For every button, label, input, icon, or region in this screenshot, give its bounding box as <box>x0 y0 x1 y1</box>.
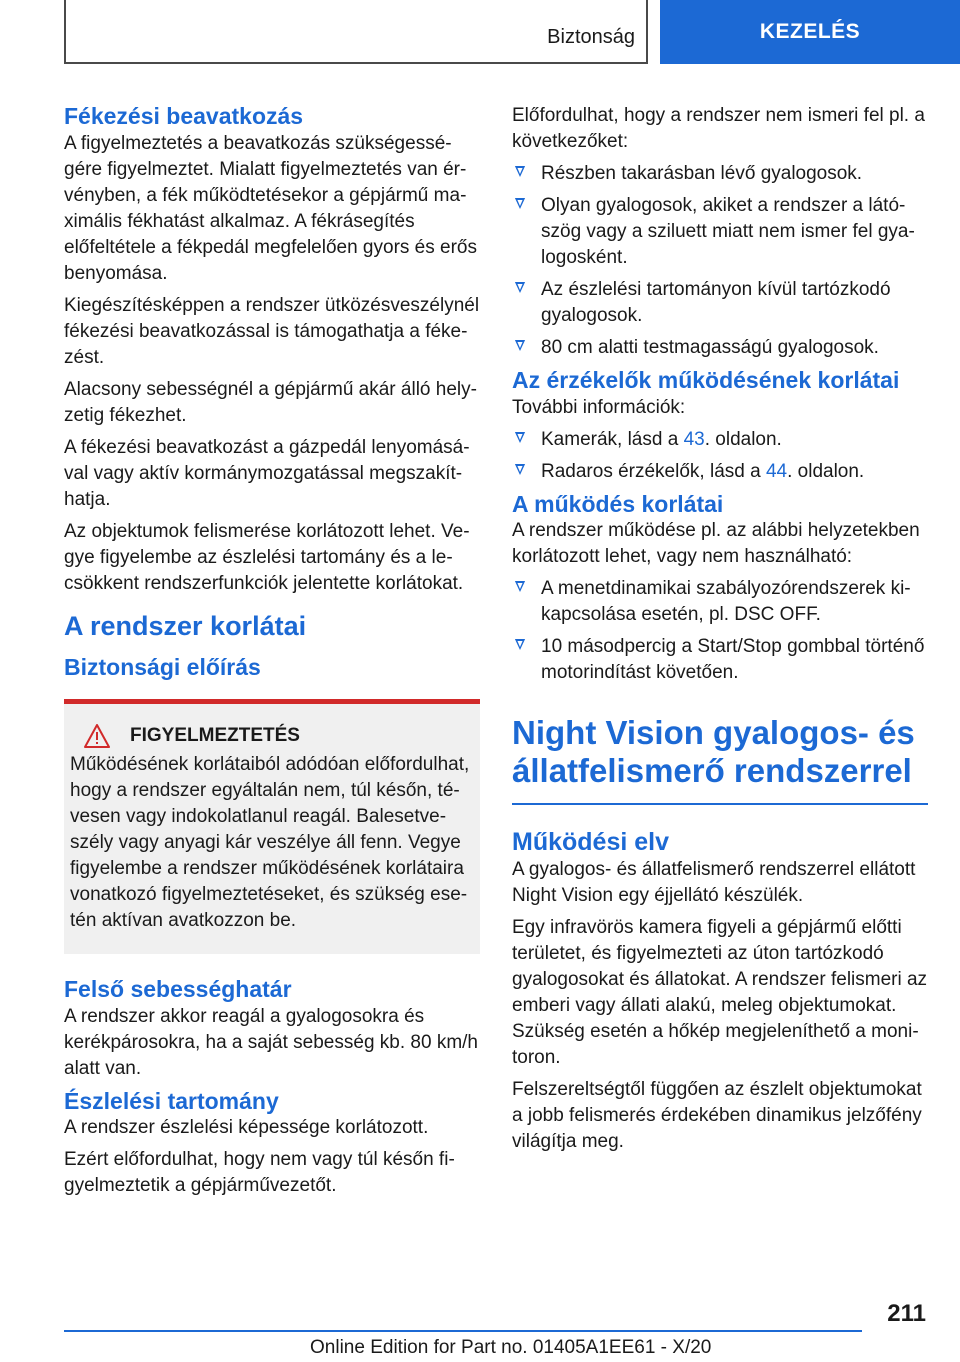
paragraph: Felszereltségtől függően az észlelt objektumokat a jobb felismerés érdekében dinamikus jelzőfény világítja meg. <box>512 1079 922 1153</box>
bullet-list <box>512 576 928 686</box>
heading-operation-limits: A működés korlátai <box>512 490 724 517</box>
heading-night-vision: Night Vision gyalogos- és állatfelismerő rendszerrel <box>512 714 915 789</box>
warning-title-text: FIGYELMEZTETÉS <box>130 725 300 747</box>
paragraph: Ezért előfordulhat, hogy nem vagy túl későn figyelmeztetik a gépjárművezetőt. <box>64 1149 455 1197</box>
list-item: Az észlelési tartományon kívül tartózkodó gyalogosok. <box>512 277 928 329</box>
left-column <box>64 103 480 1205</box>
heading-detection-range: Észlelési tartomány <box>64 1087 279 1114</box>
page-number: 211 <box>887 1300 926 1327</box>
list-item: 10 másodpercig a Start/Stop gombbal történő motorindítást követően. <box>512 634 928 686</box>
page-link-43[interactable]: 43 <box>683 428 705 450</box>
warning-box <box>64 699 480 954</box>
footer-edition: Online Edition for Part no. 01405A1EE61 - X/20 <box>310 1337 712 1358</box>
list-item: Olyan gyalogosok, akiket a rendszer a látószög vagy a sziluett miatt nem ismer fel gyalogosként. <box>512 193 928 271</box>
paragraph: Az objektumok felismerése korlátozott lehet. Vegye figyelembe az észlelési tartomány és a lecsökkent rendszerfunkciók jelentette korlátokat. <box>64 520 470 594</box>
heading-safety-notice: Biztonsági előírás <box>64 653 261 680</box>
paragraph: Kiegészítésképpen a rendszer ütközésveszélynél fékezési beavatkozással is támogathatja a fékezést. <box>64 294 480 368</box>
bullet-triangle-icon <box>515 166 525 177</box>
right-column <box>512 103 928 1161</box>
paragraph: A gyalogos- és állatfelismerő rendszerrel ellátott Night Vision egy éjjellátó készülék. <box>512 859 916 907</box>
header-section-title: Biztonság <box>547 26 635 48</box>
paragraph: A rendszer akkor reagál a gyalogosokra és kerékpárosokra, ha a saját sebesség kb. 80 km/h alatt van. <box>64 1005 479 1079</box>
paragraph: Alacsony sebességnél a gépjármű akár álló helyzetig fékezhet. <box>64 378 477 426</box>
header-chapter-tab: KEZELÉS <box>660 0 960 64</box>
bullet-triangle-icon <box>515 464 525 475</box>
heading-system-limits: A rendszer korlátai <box>64 610 307 641</box>
list-item: Radaros érzékelők, lásd a 44. oldalon. <box>512 459 928 485</box>
bullet-list <box>512 427 928 485</box>
list-item: A menetdinamikai szabályozórendszerek kikapcsolása esetén, pl. DSC OFF. <box>512 576 928 628</box>
bullet-triangle-icon <box>515 432 525 443</box>
paragraph: A fékezési beavatkozást a gázpedál lenyomásával vagy aktív kormánymozgatással megszakíthatja. <box>64 436 470 510</box>
heading-speed-limit: Felső sebességhatár <box>64 976 292 1003</box>
footer-divider <box>64 1330 862 1332</box>
bullet-list <box>512 161 928 361</box>
list-item: Részben takarásban lévő gyalogosok. <box>512 161 928 187</box>
warning-triangle-icon <box>84 724 110 748</box>
paragraph: A rendszer észlelési képessége korlátozott. <box>64 1117 429 1139</box>
list-item: 80 cm alatti testmagasságú gyalogosok. <box>512 335 928 361</box>
bullet-triangle-icon <box>515 581 525 592</box>
warning-text: Működésének korlátaiból adódóan előfordulhat, hogy a rendszer egyáltalán nem, túl későn, tévesen vagy indokolatlanul reagál. Balesetveszély vagy anyagi kár veszélye áll fenn. Vegye figyelembe a rendszer működésének korlátaira vonatkozó figyelmeztetéseket, és szükség esetén aktívan avatkozzon be. <box>70 754 470 932</box>
heading-braking: Fékezési beavatkozás <box>64 103 304 129</box>
paragraph: További információk: <box>512 396 686 418</box>
bullet-triangle-icon <box>515 198 525 209</box>
paragraph: A figyelmeztetés a beavatkozás szükségességére figyelmeztet. Mialatt figyelmeztetés van érvényben, a fék működtetésekor a gépjármű maximális fékhatást alkalmaz. A fékrásegítés előfeltétele a fékpedál megfelelően gyors és erős benyomása. <box>64 132 477 284</box>
section-divider <box>512 803 928 805</box>
bullet-triangle-icon <box>515 282 525 293</box>
list-item: Kamerák, lásd a 43. oldalon. <box>512 427 928 453</box>
warning-title <box>70 724 474 748</box>
paragraph: A rendszer működése pl. az alábbi helyzetekben korlátozott lehet, vagy nem használható: <box>512 520 920 568</box>
paragraph: Előfordulhat, hogy a rendszer nem ismeri fel pl. a következőket: <box>512 105 925 152</box>
heading-sensor-limits: Az érzékelők működésének korlátai <box>512 367 900 393</box>
heading-operating-principle: Működési elv <box>512 828 669 857</box>
bullet-triangle-icon <box>515 340 525 351</box>
page-link-44[interactable]: 44 <box>765 460 788 482</box>
bullet-triangle-icon <box>515 639 525 650</box>
paragraph: Egy infravörös kamera figyeli a gépjármű előtti területet, és figyelmezteti az úton tartózkodó gyalogosokat és állatokat. A rendszer felismeri az emberi vagy állati alakú, meleg objektumokat. Szükség esetén a hőkép megjeleníthető a monitoron. <box>512 917 928 1069</box>
